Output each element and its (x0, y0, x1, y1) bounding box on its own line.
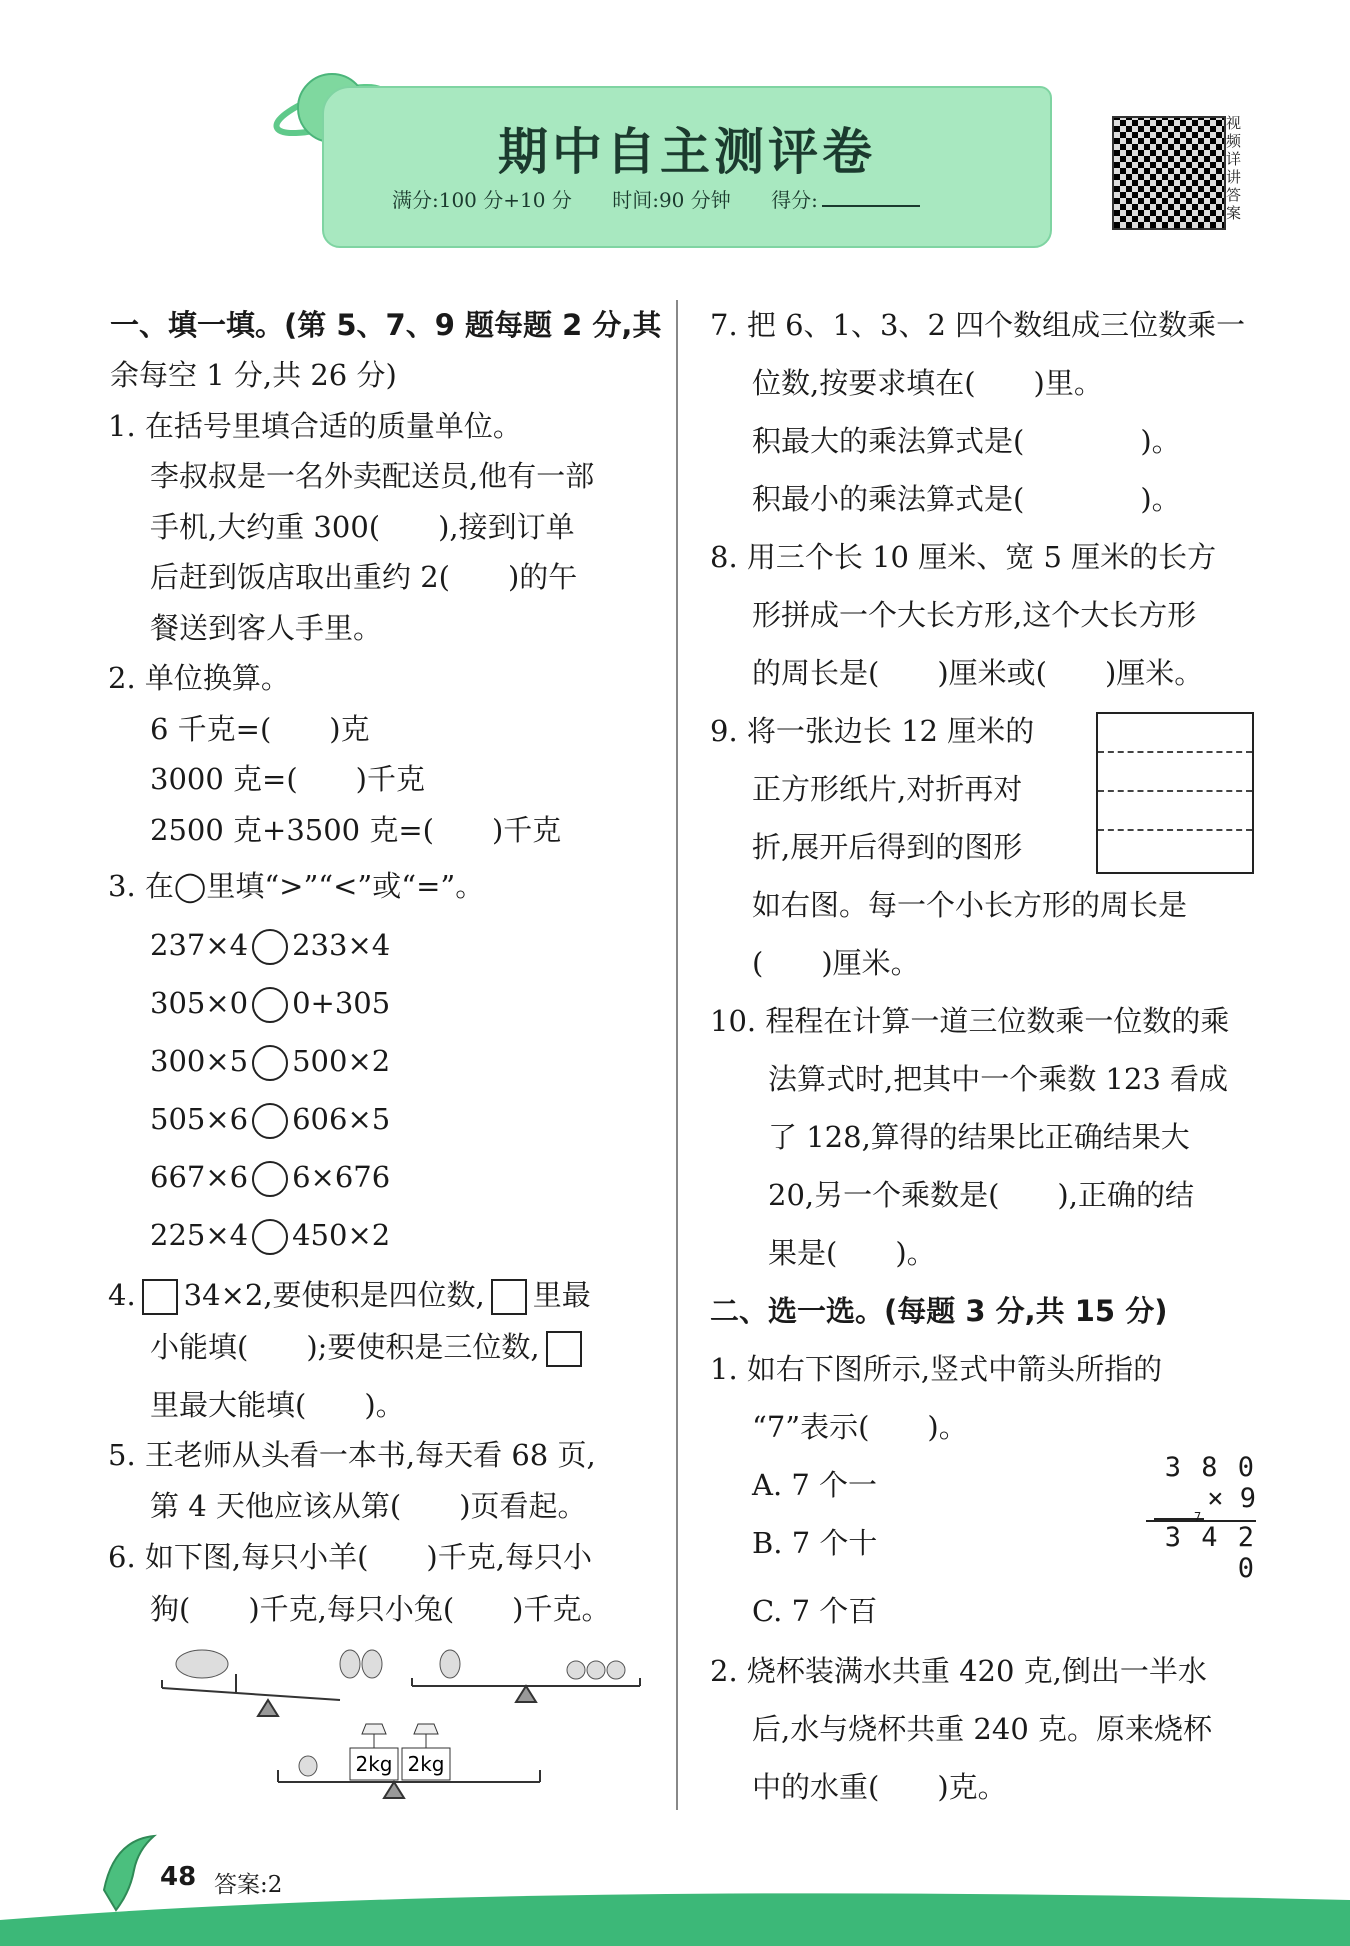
q9-text: 9. 将一张边长 12 厘米的 (710, 714, 1035, 748)
q10-line: 法算式时,把其中一个乘数 123 看成 (768, 1062, 1229, 1096)
qr-caption: 视频详讲答案 (1226, 114, 1242, 222)
q4-text: 4. 34×2,要使积是四位数, 里最 (108, 1278, 591, 1315)
rabbit-icon (587, 1661, 605, 1679)
q10-line: 果是( )。 (768, 1236, 936, 1270)
q5-line: 第 4 天他应该从第( )页看起。 (150, 1489, 587, 1523)
folded-square-figure (1096, 712, 1254, 874)
exam-time: 时间:90 分钟 (612, 188, 731, 212)
page-number: 48 (160, 1862, 197, 1892)
q9-line: 如右图。每一个小长方形的周长是 (752, 888, 1188, 922)
q7-line: 积最大的乘法算式是( )。 (752, 424, 1181, 458)
answer-circle[interactable] (252, 987, 288, 1023)
answer-circle[interactable] (252, 1161, 288, 1197)
vertical-calculation: 3 8 0 × 9 7 3 4 2 0 (1146, 1452, 1256, 1584)
q9-line: 折,展开后得到的图形 (752, 830, 1023, 864)
sheep-icon (176, 1650, 228, 1678)
weight-label: 2kg (407, 1752, 445, 1776)
q1-line: 李叔叔是一名外卖配送员,他有一部 (150, 459, 595, 493)
choice2-line: 中的水重( )克。 (752, 1770, 1007, 1804)
q10-text: 10. 程程在计算一道三位数乘一位数的乘 (710, 1004, 1230, 1038)
answer-circle[interactable] (252, 1045, 288, 1081)
balance-scales-figure (150, 1640, 650, 1800)
q7-line: 积最小的乘法算式是( )。 (752, 482, 1181, 516)
q8-line: 的周长是( )厘米或( )厘米。 (752, 656, 1204, 690)
section1-title: 一、填一填。(第 5、7、9 题每题 2 分,其 (110, 308, 662, 342)
choice1-line: “7”表示( )。 (752, 1410, 968, 1444)
q3-text: 3. 在◯里填“>”“<”或“=”。 (108, 869, 485, 903)
compare-row: 667×6 6×676 (150, 1160, 390, 1197)
full-score: 满分:100 分+10 分 (392, 188, 572, 212)
weight-label: 2kg (355, 1752, 393, 1776)
compare-row: 305×0 0+305 (150, 986, 390, 1023)
rabbit-icon (299, 1756, 317, 1776)
q1-line: 餐送到客人手里。 (150, 611, 383, 645)
q1-text: 1. 在括号里填合适的质量单位。 (108, 409, 522, 443)
column-divider (676, 300, 678, 1810)
q1-line: 手机,大约重 300( ),接到订单 (150, 510, 575, 544)
q9-line: 正方形纸片,对折再对 (752, 772, 1023, 806)
dolphin-icon (94, 1830, 164, 1920)
answer-box[interactable] (142, 1279, 178, 1315)
answer-circle[interactable] (252, 929, 288, 965)
score-info (392, 184, 988, 213)
q2-text: 2. 单位换算。 (108, 661, 290, 695)
q2-line: 6 千克=( )克 (150, 712, 370, 746)
q7-line: 位数,按要求填在( )里。 (752, 366, 1103, 400)
q5-text: 5. 王老师从头看一本书,每天看 68 页, (108, 1438, 596, 1472)
answer-box[interactable] (491, 1279, 527, 1315)
choice2-text: 2. 烧杯装满水共重 420 克,倒出一半水 (710, 1654, 1207, 1688)
answer-circle[interactable] (252, 1103, 288, 1139)
q9-line: ( )厘米。 (752, 946, 920, 980)
q10-line: 了 128,算得的结果比正确结果大 (768, 1120, 1190, 1154)
q4-line: 里最大能填( )。 (150, 1388, 405, 1422)
q2-line: 2500 克+3500 克=( )千克 (150, 813, 562, 847)
q4-line: 小能填( );要使积是三位数, (150, 1330, 588, 1367)
compare-row: 237×4 233×4 (150, 928, 390, 965)
section2-title: 二、选一选。(每题 3 分,共 15 分) (710, 1294, 1168, 1328)
score-label: 得分: (771, 188, 954, 212)
option-a[interactable]: A. 7 个一 (752, 1468, 878, 1502)
answer-reference: 答案:2 (214, 1872, 283, 1898)
dog-icon (440, 1650, 460, 1678)
q6-line: 狗( )千克,每只小兔( )千克。 (150, 1592, 611, 1626)
page-title: 期中自主测评卷 (498, 123, 876, 181)
q8-line: 形拼成一个大长方形,这个大长方形 (752, 598, 1197, 632)
q8-text: 8. 用三个长 10 厘米、宽 5 厘米的长方 (710, 540, 1217, 574)
footer-wave (0, 1880, 1350, 1946)
dog-icon (362, 1650, 382, 1678)
answer-circle[interactable] (252, 1219, 288, 1255)
q7-text: 7. 把 6、1、3、2 四个数组成三位数乘一 (710, 308, 1246, 342)
rabbit-icon (607, 1661, 625, 1679)
q6-text: 6. 如下图,每只小羊( )千克,每只小 (108, 1540, 592, 1574)
header-banner (322, 86, 1052, 248)
qr-code[interactable] (1112, 116, 1226, 230)
q10-line: 20,另一个乘数是( ),正确的结 (768, 1178, 1194, 1212)
compare-row: 300×5 500×2 (150, 1044, 390, 1081)
answer-box[interactable] (546, 1331, 582, 1367)
compare-row: 505×6 606×5 (150, 1102, 390, 1139)
q1-line: 后赶到饭店取出重约 2( )的午 (150, 560, 578, 594)
dog-icon (340, 1650, 360, 1678)
compare-row: 225×4 450×2 (150, 1218, 390, 1255)
q2-line: 3000 克=( )千克 (150, 762, 425, 796)
option-c[interactable]: C. 7 个百 (752, 1594, 878, 1628)
section1-title-cont: 余每空 1 分,共 26 分) (110, 358, 397, 392)
choice1-text: 1. 如右下图所示,竖式中箭头所指的 (710, 1352, 1163, 1386)
rabbit-icon (567, 1661, 585, 1679)
option-b[interactable]: B. 7 个十 (752, 1526, 878, 1560)
choice2-line: 后,水与烧杯共重 240 克。原来烧杯 (752, 1712, 1213, 1746)
